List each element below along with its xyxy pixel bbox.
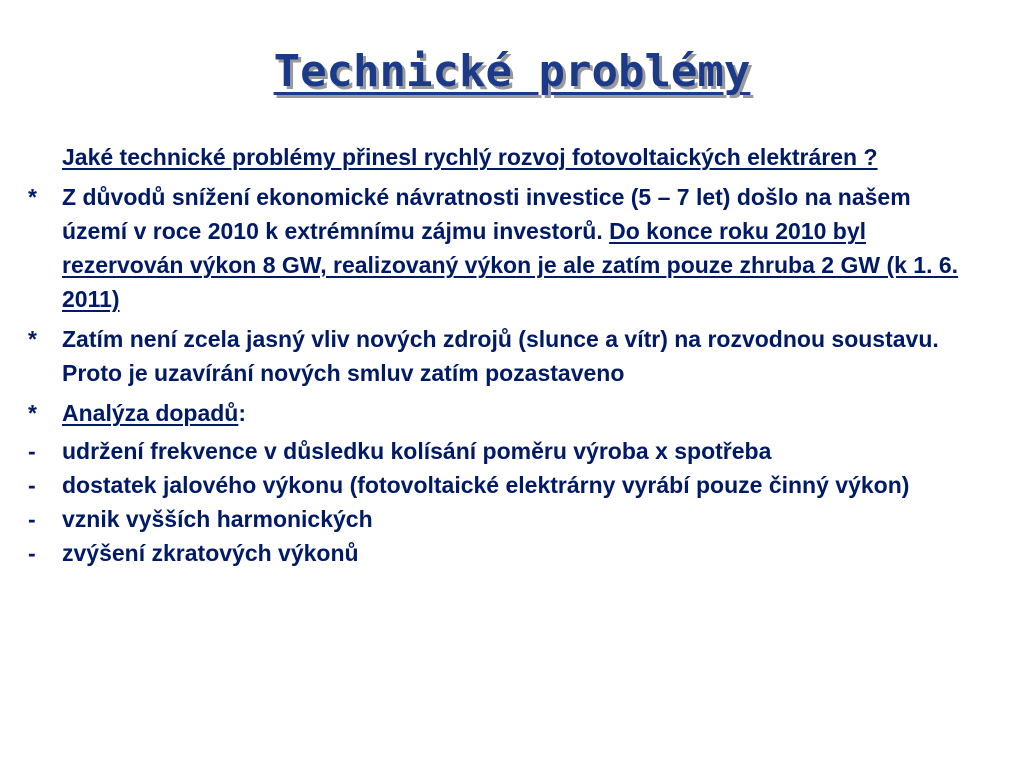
sub-item-1-text: udržení frekvence v důsledku kolísání poměru výroba x spotřeba [62, 438, 772, 464]
bullet-1 [28, 180, 978, 316]
dash-marker: - [28, 438, 36, 464]
sub-item-4 [28, 536, 978, 570]
bullet-marker: * [28, 326, 37, 352]
slide-title [0, 42, 1024, 102]
sub-item-3-text: vznik vyšších harmonických [62, 506, 373, 532]
sub-item-2-text: dostatek jalového výkonu (fotovoltaické elektrárny vyrábí pouze činný výkon) [62, 472, 910, 498]
sub-item-2 [28, 468, 978, 502]
sub-item-3 [28, 502, 978, 536]
bullet-1-underlined-text: Do konce roku 2010 byl rezervován výkon 8 GW, realizovaný výkon je ale zatím pouze zhruba 2 GW (k 1. 6. 2011) [62, 218, 959, 312]
slide-content [28, 140, 978, 570]
bullet-3 [28, 396, 978, 430]
bullet-marker: * [28, 400, 37, 426]
bullet-2-text: Zatím není zcela jasný vliv nových zdrojů (slunce a vítr) na rozvodnou soustavu. Proto je uzavírání nových smluv zatím pozastaveno [62, 326, 939, 386]
bullet-2 [28, 322, 978, 390]
question-row [28, 140, 978, 174]
bullet-3-underlined-text: Analýza dopadů [62, 400, 239, 426]
bullet-1-text: Z důvodů snížení ekonomické návratnosti investice (5 – 7 let) došlo na našem území v roce 2010 k extrémnímu zájmu investorů. [62, 184, 911, 244]
sub-item-1 [28, 434, 978, 468]
dash-marker: - [28, 540, 36, 566]
sub-item-4-text: zvýšení zkratových výkonů [62, 540, 359, 566]
bullet-marker: * [28, 184, 37, 210]
slide-title-text: Technické problémy [273, 46, 751, 97]
dash-marker: - [28, 506, 36, 532]
bullet-3-suffix: : [238, 400, 247, 426]
dash-marker: - [28, 472, 36, 498]
question-text: Jaké technické problémy přinesl rychlý rozvoj fotovoltaických elektráren ? [62, 144, 878, 170]
